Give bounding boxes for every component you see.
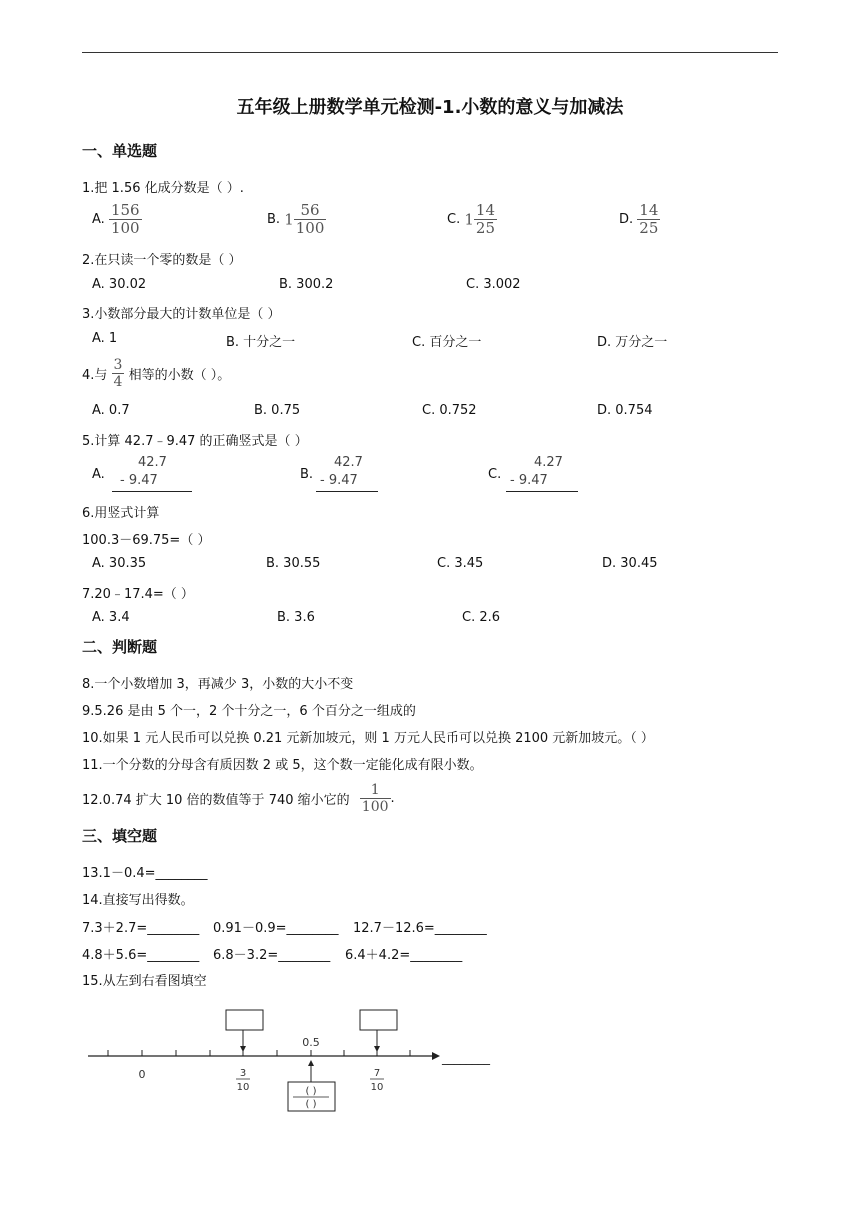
question-14-item-5[interactable]: 6.8－3.2=________ xyxy=(213,948,331,963)
blank-numerator: ( ) xyxy=(305,1086,317,1097)
question-3-option-b[interactable]: B. 十分之一 xyxy=(226,335,296,350)
question-10: 10.如果 1 元人民币可以兑换 0.21 元新加坡元，则 1 万元人民币可以兑换 2100 元新加坡元。（ ） xyxy=(82,731,654,746)
question-2-option-b[interactable]: B. 300.2 xyxy=(279,277,334,292)
question-14-item-6[interactable]: 6.4＋4.2=________ xyxy=(345,948,463,963)
question-3-stem: 3.小数部分最大的计数单位是（ ） xyxy=(82,307,281,322)
question-14-item-3[interactable]: 12.7－12.6=________ xyxy=(353,921,487,936)
question-4-option-d[interactable]: D. 0.754 xyxy=(597,403,653,418)
section-heading-true-false: 二、判断题 xyxy=(82,638,158,656)
question-15-stem: 15.从左到右看图填空 xyxy=(82,974,207,989)
question-6-option-c[interactable]: C. 3.45 xyxy=(437,556,484,571)
fraction-3-10-numerator: 3 xyxy=(239,1068,247,1079)
page-title: 五年级上册数学单元检测-1.小数的意义与加减法 xyxy=(236,97,624,118)
question-5-option-b-vertical[interactable] xyxy=(316,455,378,495)
question-4-stem xyxy=(82,358,230,389)
question-3-option-c[interactable]: C. 百分之一 xyxy=(412,335,482,350)
question-8: 8.一个小数增加 3，再减少 3，小数的大小不变 xyxy=(82,677,354,692)
section-heading-single-choice: 一、单选题 xyxy=(82,142,158,160)
question-5-option-c-label[interactable]: C. xyxy=(488,467,502,482)
answer-blank[interactable]: ________ xyxy=(442,1051,490,1065)
option-label: D. xyxy=(619,212,634,227)
fraction: $\frac{14}{25}$ xyxy=(475,201,495,237)
question-14-item-2[interactable]: 0.91－0.9=________ xyxy=(213,921,339,936)
vertical-bottom-number: - 9.47 xyxy=(320,473,358,488)
fraction: $\frac{156}{100}$ xyxy=(110,201,140,237)
question-4-option-b[interactable]: B. 0.75 xyxy=(254,403,301,418)
vertical-bottom-number: - 9.47 xyxy=(120,473,158,488)
number-line-ticks xyxy=(108,1050,410,1056)
fraction-7-10-numerator: 7 xyxy=(373,1068,381,1079)
question-1-option-b[interactable] xyxy=(267,203,326,236)
question-5-option-b-label[interactable]: B. xyxy=(300,467,314,482)
question-5-stem: 5.计算 42.7﹣9.47 的正确竖式是（ ） xyxy=(82,434,308,449)
question-6-option-b[interactable]: B. 30.55 xyxy=(266,556,321,571)
number-line-arrow-icon xyxy=(432,1052,440,1060)
question-3-option-d[interactable]: D. 万分之一 xyxy=(597,335,668,350)
option-label: C. xyxy=(447,212,461,227)
question-6-option-a[interactable]: A. 30.35 xyxy=(92,556,147,571)
label-zero: 0 xyxy=(138,1068,146,1081)
mixed-number-whole: 1 xyxy=(284,210,294,229)
stem-text: 12.0.74 扩大 10 倍的数值等于 740 缩小它的 xyxy=(82,793,350,808)
question-2-option-c[interactable]: C. 3.002 xyxy=(466,277,521,292)
label-half: 0.5 xyxy=(302,1036,320,1049)
question-5-option-a-vertical[interactable] xyxy=(112,455,192,495)
vertical-bottom-number: - 9.47 xyxy=(510,473,548,488)
question-14-stem: 14.直接写出得数。 xyxy=(82,893,194,908)
question-1-option-c[interactable] xyxy=(447,203,497,236)
option-label: A. xyxy=(92,212,105,227)
question-2-option-a[interactable]: A. 30.02 xyxy=(92,277,147,292)
fraction: $\frac{14}{25}$ xyxy=(639,201,659,237)
question-3-option-a[interactable]: A. 1 xyxy=(92,331,118,346)
question-6-option-d[interactable]: D. 30.45 xyxy=(602,556,658,571)
question-1-option-d[interactable] xyxy=(619,203,660,236)
question-7-option-b[interactable]: B. 3.6 xyxy=(277,610,315,625)
question-7-option-c[interactable]: C. 2.6 xyxy=(462,610,501,625)
answer-box-top-left[interactable] xyxy=(226,1010,263,1030)
question-14-item-4[interactable]: 4.8＋5.6=________ xyxy=(82,948,200,963)
fraction-7-10-denominator: 10 xyxy=(370,1082,384,1093)
question-7-stem: 7.20﹣17.4=（ ） xyxy=(82,587,194,602)
question-4-option-a[interactable]: A. 0.7 xyxy=(92,403,130,418)
vertical-top-number: 42.7 xyxy=(138,455,167,470)
question-1-option-a[interactable] xyxy=(92,203,142,236)
number-line-figure xyxy=(80,1000,520,1120)
question-12 xyxy=(82,783,395,814)
fraction-3-10-denominator: 10 xyxy=(236,1082,250,1093)
stem-text: . xyxy=(390,791,395,806)
fraction: $\frac{3}{4}$ xyxy=(113,357,123,390)
question-9: 9.5.26 是由 5 个一，2 个十分之一，6 个百分之一组成的 xyxy=(82,704,416,719)
stem-text: 相等的小数（ ）。 xyxy=(128,368,231,383)
question-5-option-a-label[interactable]: A. xyxy=(92,467,105,482)
vertical-underline xyxy=(316,491,378,492)
question-11: 11.一个分数的分母含有质因数 2 或 5，这个数一定能化成有限小数。 xyxy=(82,758,483,773)
fraction: $\frac{1}{100}$ xyxy=(361,782,389,815)
question-7-option-a[interactable]: A. 3.4 xyxy=(92,610,130,625)
question-13[interactable]: 13.1－0.4=________ xyxy=(82,866,208,881)
vertical-top-number: 4.27 xyxy=(534,455,563,470)
answer-box-top-right[interactable] xyxy=(360,1010,397,1030)
arrow-head xyxy=(308,1060,314,1066)
section-heading-fill-in: 三、填空题 xyxy=(82,827,158,845)
vertical-top-number: 42.7 xyxy=(334,455,363,470)
mixed-number-whole: 1 xyxy=(464,210,474,229)
question-2-stem: 2.在只读一个零的数是（ ） xyxy=(82,253,242,268)
stem-text: 4.与 xyxy=(82,368,108,383)
question-14-item-1[interactable]: 7.3＋2.7=________ xyxy=(82,921,200,936)
fraction: $\frac{56}{100}$ xyxy=(295,201,325,237)
vertical-underline xyxy=(506,491,578,492)
question-1-stem: 1.把 1.56 化成分数是（ ）. xyxy=(82,181,244,196)
question-6-expression: 100.3－69.75=（ ） xyxy=(82,533,211,548)
vertical-underline xyxy=(112,491,192,492)
question-6-stem: 6.用竖式计算 xyxy=(82,506,160,521)
option-label: B. xyxy=(267,212,281,227)
question-4-option-c[interactable]: C. 0.752 xyxy=(422,403,477,418)
question-5-option-c-vertical[interactable] xyxy=(506,455,578,495)
blank-denominator: ( ) xyxy=(305,1099,317,1110)
header-rule xyxy=(82,52,778,53)
